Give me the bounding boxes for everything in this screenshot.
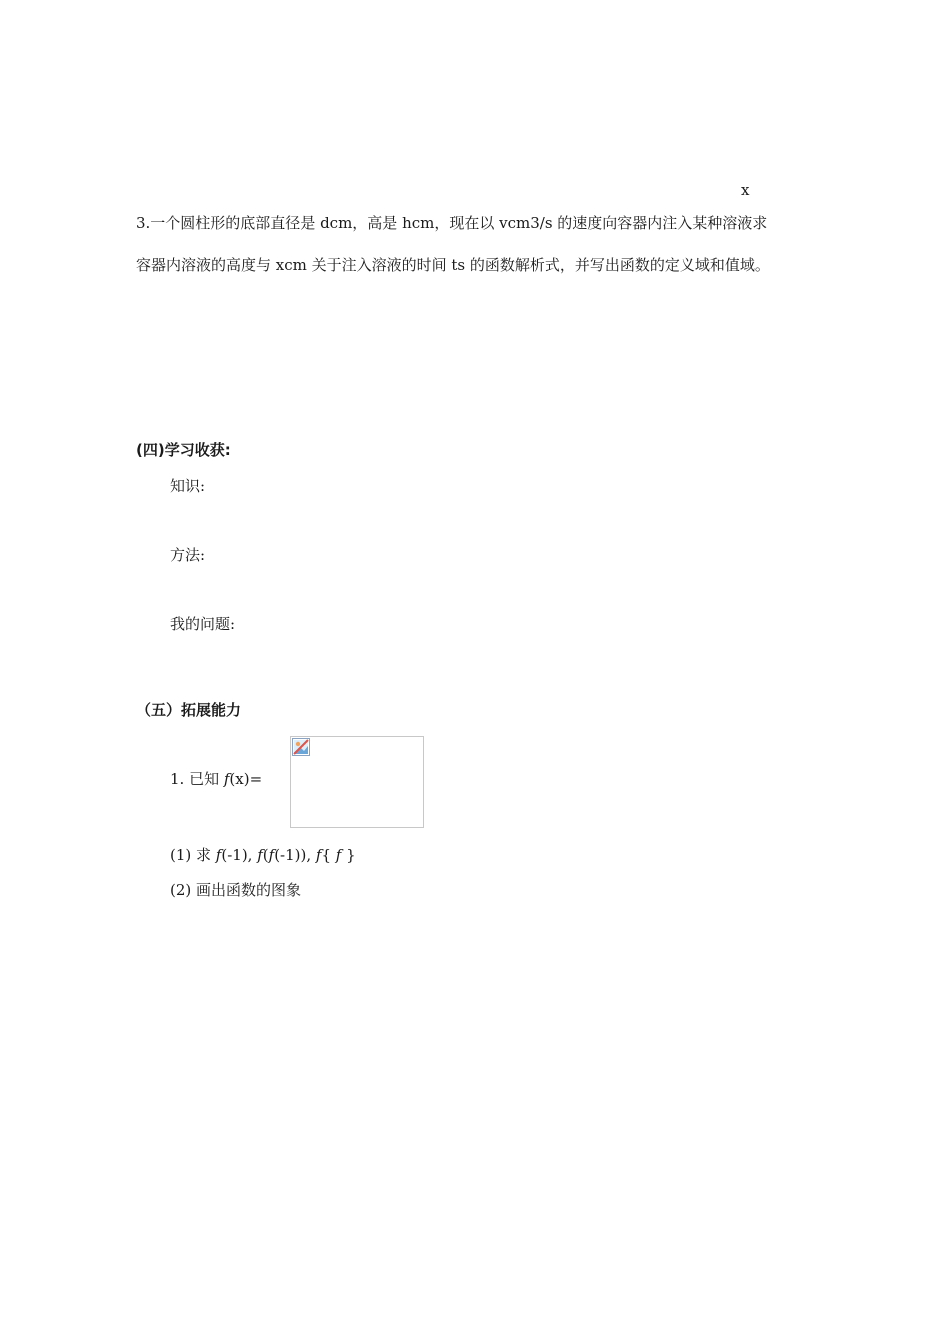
method-label: 方法: bbox=[170, 546, 206, 564]
subquestion1 bbox=[170, 845, 356, 865]
sub1-text-k: } bbox=[341, 846, 356, 864]
function-symbol: f bbox=[223, 770, 230, 788]
sub1-f-4: f bbox=[315, 846, 322, 864]
problem3-line2: 容器内溶液的高度与 xcm 关于注入溶液的时间 ts 的函数解析式，并写出函数的定义域和值域。 bbox=[136, 256, 770, 274]
question1-suffix: (x)= bbox=[229, 770, 263, 788]
piecewise-function-image bbox=[290, 736, 424, 828]
broken-image-icon bbox=[292, 738, 310, 756]
question1 bbox=[170, 769, 262, 789]
top-marker: x bbox=[741, 181, 750, 199]
section5-heading: （五）拓展能力 bbox=[136, 701, 242, 719]
sub1-text-e: ( bbox=[262, 846, 269, 864]
sub1-text-a: (1) 求 bbox=[170, 846, 216, 864]
section4-heading: (四)学习收获: bbox=[136, 441, 231, 459]
sub1-f-3: f bbox=[268, 846, 275, 864]
sub1-text-g: (-1)), bbox=[274, 846, 316, 864]
problem3-line1: 3.一个圆柱形的底部直径是 dcm，高是 hcm，现在以 vcm3/s 的速度向容器内注入某种溶液求 bbox=[136, 214, 768, 232]
sub1-f-5: f bbox=[335, 846, 342, 864]
my-question-label: 我的问题: bbox=[170, 615, 236, 633]
sub1-f-1: f bbox=[215, 846, 222, 864]
sub1-text-c: (-1), bbox=[221, 846, 258, 864]
subquestion2: (2) 画出函数的图象 bbox=[170, 881, 302, 899]
question1-prefix: 1. 已知 bbox=[170, 770, 224, 788]
sub1-f-2: f bbox=[257, 846, 263, 864]
sub1-text-i: { bbox=[321, 846, 336, 864]
knowledge-label: 知识: bbox=[170, 477, 206, 495]
